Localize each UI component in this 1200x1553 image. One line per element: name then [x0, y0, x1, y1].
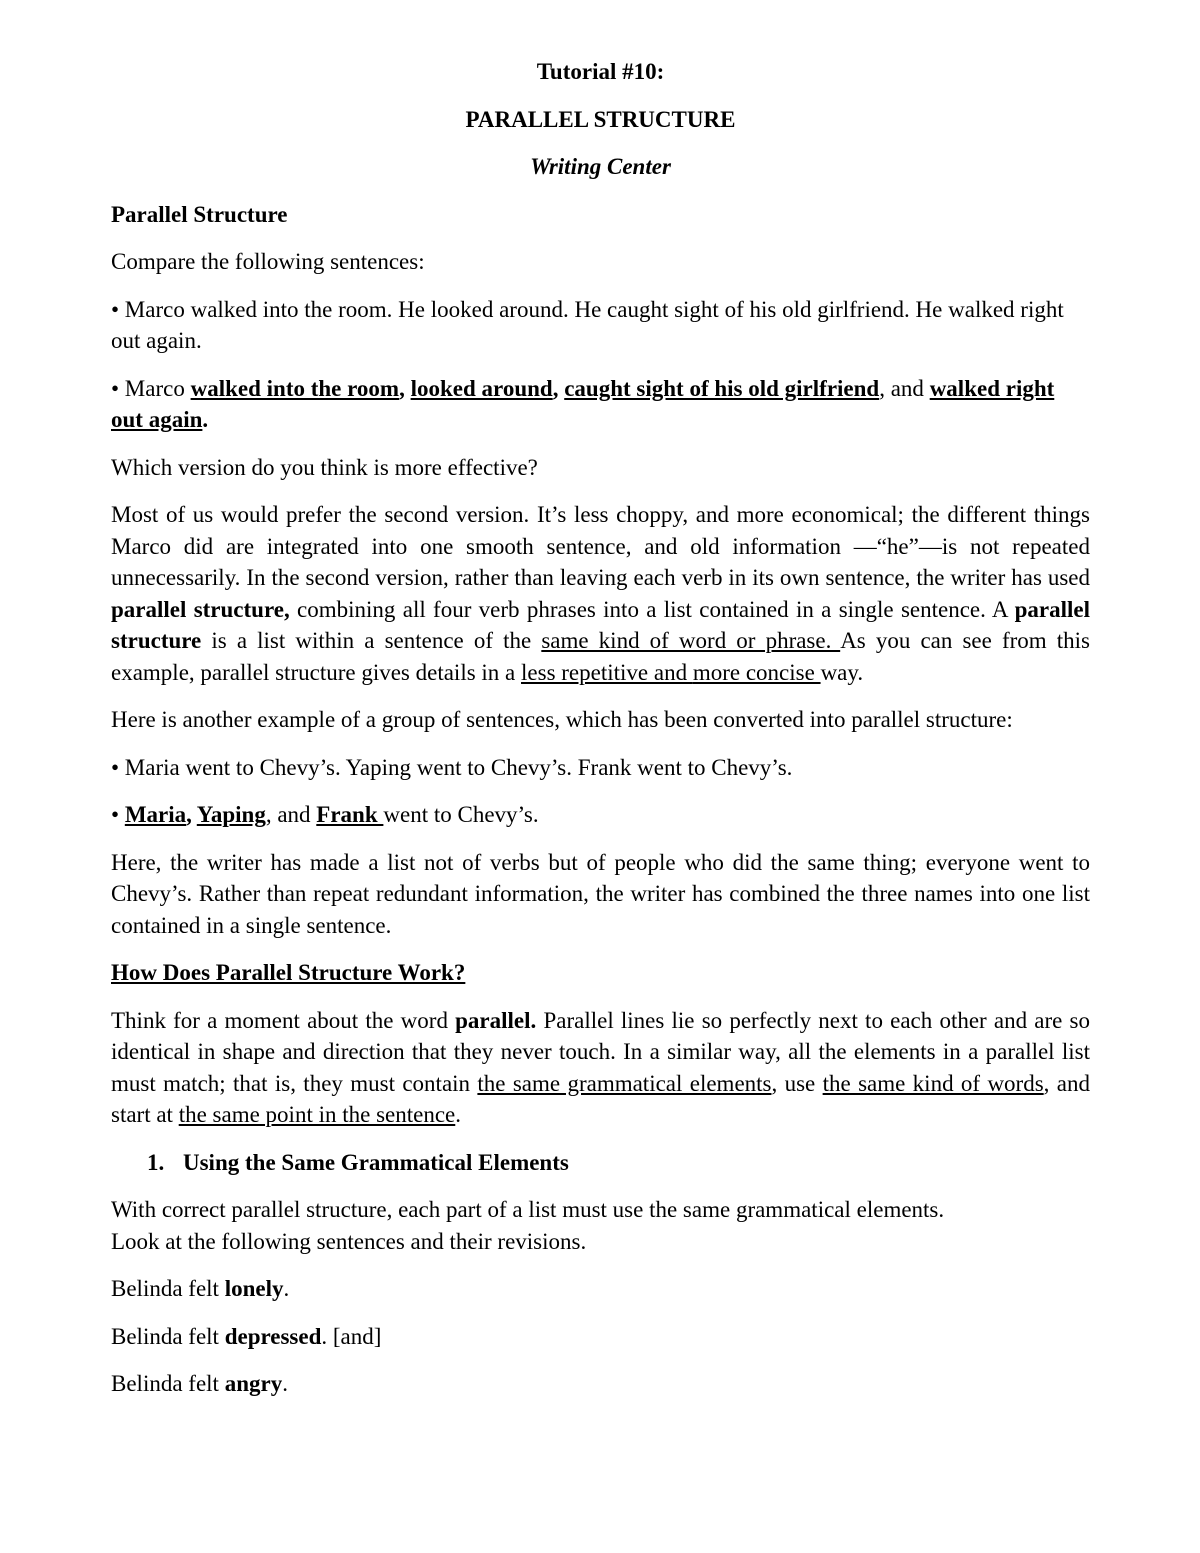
- example-lead: • Marco: [111, 375, 191, 401]
- sentence-suffix: . [and]: [321, 1323, 382, 1349]
- explanation-paragraph: [111, 499, 1090, 688]
- underlined-phrase: same kind of word or phrase.: [541, 628, 841, 653]
- comma: ,: [399, 375, 411, 401]
- list-number: 1.: [147, 1149, 165, 1175]
- underlined-phrase: the same grammatical elements: [477, 1070, 772, 1096]
- text-run: Think for a moment about the word: [111, 1007, 456, 1033]
- example-sentence-angry: [111, 1368, 1090, 1400]
- sentence-suffix: .: [282, 1371, 288, 1396]
- another-example-intro: Here is another example of a group of sentences, which has been converted into parallel structure:: [111, 707, 1013, 732]
- comma: ,: [186, 802, 197, 827]
- section-heading-parallel-structure: Parallel Structure: [111, 201, 288, 227]
- bold-adjective: angry: [224, 1371, 283, 1396]
- example-lead: •: [111, 802, 125, 827]
- name-2: Yaping: [196, 802, 266, 827]
- numbered-heading: [111, 1147, 1090, 1179]
- text-run: As you can see from this example, parallel structure gives details in a: [111, 628, 1090, 685]
- underlined-phrase: more concise: [692, 659, 821, 685]
- section-heading-how-it-works: How Does Parallel Structure Work?: [111, 960, 466, 985]
- underlined-phrase: the same kind of words: [822, 1070, 1044, 1096]
- comma: ,: [552, 375, 565, 401]
- name-1: Maria: [124, 802, 187, 827]
- verb-phrase-1: walked into the room: [190, 375, 400, 401]
- example-names-parallel: [111, 799, 1090, 831]
- sentence-prefix: Belinda felt: [111, 1323, 225, 1349]
- underlined-phrase: the same point in the sentence: [178, 1102, 456, 1127]
- intro-line-2: Look at the following sentences and their revisions.: [111, 1228, 587, 1254]
- example-sentence-depressed: [111, 1321, 1090, 1353]
- period: .: [202, 407, 209, 432]
- text-run: Most of us would prefer the second version. It’s less choppy, and more economical; the different things Marco did are integrated into one smooth sentence, and old information —“he”—is not repeated unnecessarily. In the second version, rather than leaving each verb in its own sentence, the writer has used: [111, 502, 1090, 590]
- bold-term: parallel structure: [111, 596, 1090, 653]
- example-sentence-lonely: [111, 1273, 1090, 1305]
- document-org: Writing Center: [530, 154, 671, 179]
- underlined-phrase: less repetitive and: [521, 659, 693, 685]
- verb-phrase-4: walked right out again: [111, 375, 1055, 432]
- document-title: Tutorial #10:: [536, 59, 665, 84]
- intro-text: Compare the following sentences:: [111, 249, 425, 274]
- example-choppy: • Marco walked into the room. He looked around. He caught sight of his old girlfriend. He walked right out again.: [111, 296, 1064, 353]
- conjunction: , and: [879, 375, 930, 401]
- sentence-end: went to Chevy’s.: [383, 802, 539, 827]
- sentence-prefix: Belinda felt: [111, 1371, 225, 1396]
- text-run: way.: [820, 659, 864, 685]
- sentence-suffix: .: [283, 1276, 290, 1301]
- numbered-heading-text: Using the Same Grammatical Elements: [183, 1149, 569, 1175]
- bold-adjective: lonely: [224, 1276, 284, 1301]
- how-it-works-paragraph: [111, 1005, 1090, 1131]
- document-subtitle: PARALLEL STRUCTURE: [465, 106, 736, 132]
- intro-line-1: With correct parallel structure, each part of a list must use the same grammatical elements.: [111, 1197, 945, 1222]
- conjunction: , and: [265, 802, 317, 827]
- text-run: Parallel lines lie so perfectly next to each other and are so identical in shape and direction that they never touch. In a similar way, all the elements in a parallel list must match; that is, they must contain: [111, 1007, 1090, 1096]
- text-run: , use: [771, 1070, 823, 1096]
- names-explanation: Here, the writer has made a list not of verbs but of people who did the same thing; everyone went to Chevy’s. Rather than repeat redundant information, the writer has combined the three names into one list contained in a single sentence.: [111, 849, 1090, 938]
- bold-term: parallel.: [455, 1007, 537, 1033]
- verb-phrase-3: caught sight of his old girlfriend: [564, 375, 880, 401]
- text-run: .: [455, 1102, 462, 1127]
- text-run: combining all four verb phrases into a list contained in a single sentence. A: [289, 596, 1015, 622]
- grammatical-elements-intro: [111, 1194, 1090, 1257]
- bold-term: parallel structure,: [111, 596, 290, 622]
- name-3: Frank: [316, 802, 384, 827]
- example-parallel: [111, 373, 1090, 436]
- sentence-prefix: Belinda felt: [111, 1276, 225, 1301]
- text-run: is a list within a sentence of the: [201, 628, 542, 653]
- example-names-choppy: • Maria went to Chevy’s. Yaping went to Chevy’s. Frank went to Chevy’s.: [111, 754, 793, 780]
- verb-phrase-2: looked around: [410, 375, 553, 401]
- question-text: Which version do you think is more effective?: [111, 454, 538, 480]
- text-run: , and start at: [111, 1070, 1090, 1127]
- bold-adjective: depressed: [224, 1323, 322, 1349]
